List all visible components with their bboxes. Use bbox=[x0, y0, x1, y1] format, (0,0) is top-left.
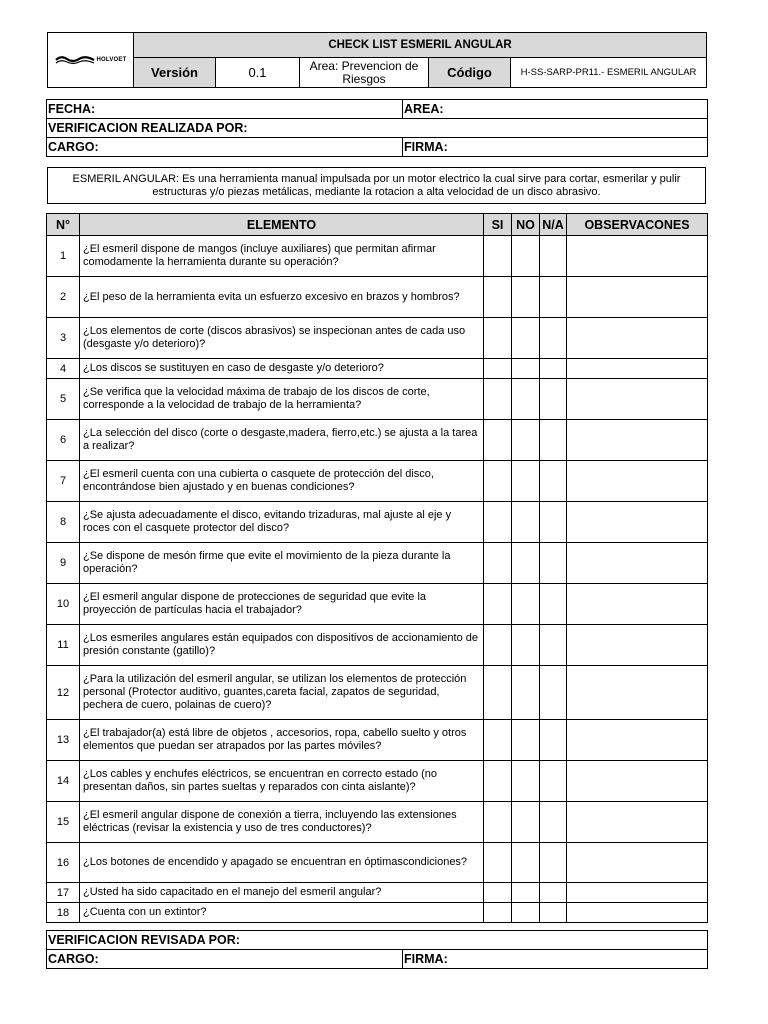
item-si-cell[interactable] bbox=[484, 625, 512, 666]
item-na-cell[interactable] bbox=[540, 277, 567, 318]
firma-field[interactable]: FIRMA: bbox=[403, 138, 708, 157]
item-no-cell[interactable] bbox=[512, 461, 540, 502]
checklist-row bbox=[47, 666, 708, 720]
item-number: 9 bbox=[47, 543, 80, 584]
item-number: 5 bbox=[47, 379, 80, 420]
version-label: Versión bbox=[134, 58, 216, 88]
checklist-row bbox=[47, 277, 708, 318]
checklist-row bbox=[47, 843, 708, 883]
checklist-row bbox=[47, 379, 708, 420]
checklist-row bbox=[47, 720, 708, 761]
checklist-row bbox=[47, 461, 708, 502]
item-question: ¿El esmeril cuenta con una cubierta o casquete de protección del disco, encontrándose bien ajustado y en buenas condiciones? bbox=[80, 461, 484, 502]
item-observaciones-cell[interactable] bbox=[567, 802, 708, 843]
item-question: ¿Los botones de encendido y apagado se encuentran en óptimascondiciones? bbox=[80, 843, 484, 883]
header-na: N/A bbox=[540, 214, 567, 236]
item-number: 4 bbox=[47, 359, 80, 379]
item-observaciones-cell[interactable] bbox=[567, 903, 708, 923]
item-observaciones-cell[interactable] bbox=[567, 236, 708, 277]
header-element: ELEMENTO bbox=[80, 214, 484, 236]
item-na-cell[interactable] bbox=[540, 543, 567, 584]
item-si-cell[interactable] bbox=[484, 903, 512, 923]
header-num: N° bbox=[47, 214, 80, 236]
item-observaciones-cell[interactable] bbox=[567, 318, 708, 359]
item-question: ¿El esmeril angular dispone de conexión a tierra, incluyendo las extensiones eléctricas (revisar la existencia y uso de tres conductores)? bbox=[80, 802, 484, 843]
checklist-row bbox=[47, 318, 708, 359]
checklist-table bbox=[46, 213, 708, 923]
item-number: 13 bbox=[47, 720, 80, 761]
tool-description bbox=[47, 167, 706, 204]
verificacion-realizada-field[interactable]: VERIFICACION REALIZADA POR: bbox=[47, 119, 708, 138]
version-value: 0.1 bbox=[216, 58, 300, 88]
item-na-cell[interactable] bbox=[540, 502, 567, 543]
item-si-cell[interactable] bbox=[484, 761, 512, 802]
header-observaciones: OBSERVACONES bbox=[567, 214, 708, 236]
item-si-cell[interactable] bbox=[484, 666, 512, 720]
item-observaciones-cell[interactable] bbox=[567, 720, 708, 761]
document-header bbox=[47, 32, 707, 88]
footer-cargo-field[interactable]: CARGO: bbox=[47, 950, 403, 969]
item-observaciones-cell[interactable] bbox=[567, 761, 708, 802]
company-logo bbox=[48, 54, 133, 66]
checklist-row bbox=[47, 236, 708, 277]
item-question: ¿Se dispone de mesón firme que evite el movimiento de la pieza durante la operación? bbox=[80, 543, 484, 584]
checklist-row bbox=[47, 883, 708, 903]
item-observaciones-cell[interactable] bbox=[567, 666, 708, 720]
item-na-cell[interactable] bbox=[540, 584, 567, 625]
item-number: 8 bbox=[47, 502, 80, 543]
item-observaciones-cell[interactable] bbox=[567, 502, 708, 543]
item-no-cell[interactable] bbox=[512, 420, 540, 461]
header-si: SI bbox=[484, 214, 512, 236]
item-observaciones-cell[interactable] bbox=[567, 843, 708, 883]
checklist-row bbox=[47, 802, 708, 843]
item-na-cell[interactable] bbox=[540, 666, 567, 720]
item-question: ¿El trabajador(a) está libre de objetos , accesorios, ropa, cabello suelto y otros elementos que puedan ser atrapados por las partes móviles? bbox=[80, 720, 484, 761]
item-observaciones-cell[interactable] bbox=[567, 584, 708, 625]
item-question: ¿Los elementos de corte (discos abrasivos) se inspecionan antes de cada uso (desgaste y/o deterioro)? bbox=[80, 318, 484, 359]
item-number: 10 bbox=[47, 584, 80, 625]
item-observaciones-cell[interactable] bbox=[567, 883, 708, 903]
item-no-cell[interactable] bbox=[512, 761, 540, 802]
item-question: ¿Se ajusta adecuadamente el disco, evitando trizaduras, mal ajuste al eje y roces con el casquete protector del disco? bbox=[80, 502, 484, 543]
item-na-cell[interactable] bbox=[540, 420, 567, 461]
fecha-field[interactable]: FECHA: bbox=[47, 100, 403, 119]
item-si-cell[interactable] bbox=[484, 318, 512, 359]
item-si-cell[interactable] bbox=[484, 843, 512, 883]
item-number: 2 bbox=[47, 277, 80, 318]
item-number: 3 bbox=[47, 318, 80, 359]
item-si-cell[interactable] bbox=[484, 359, 512, 379]
item-no-cell[interactable] bbox=[512, 843, 540, 883]
item-number: 16 bbox=[47, 843, 80, 883]
item-no-cell[interactable] bbox=[512, 903, 540, 923]
item-si-cell[interactable] bbox=[484, 502, 512, 543]
checklist-row bbox=[47, 761, 708, 802]
item-observaciones-cell[interactable] bbox=[567, 420, 708, 461]
item-question: ¿Los discos se sustituyen en caso de desgaste y/o deterioro? bbox=[80, 359, 484, 379]
verificacion-revisada-field[interactable]: VERIFICACION REVISADA POR: bbox=[47, 931, 708, 950]
tool-description-text: ESMERIL ANGULAR: Es una herramienta manual impulsada por un motor electrico la cual sirve para cortar, esmerilar y pulir estructuras y/o piezas metálicas, mediante la rotacion a alta velocidad de un disco abrasivo. bbox=[72, 173, 681, 198]
item-na-cell[interactable] bbox=[540, 359, 567, 379]
item-number: 11 bbox=[47, 625, 80, 666]
item-no-cell[interactable] bbox=[512, 277, 540, 318]
item-number: 1 bbox=[47, 236, 80, 277]
item-question: ¿El esmeril angular dispone de protecciones de seguridad que evite la proyección de partículas hacia el trabajador? bbox=[80, 584, 484, 625]
item-observaciones-cell[interactable] bbox=[567, 461, 708, 502]
item-na-cell[interactable] bbox=[540, 720, 567, 761]
item-si-cell[interactable] bbox=[484, 584, 512, 625]
item-na-cell[interactable] bbox=[540, 843, 567, 883]
area-text: Area: Prevencion de Riesgos bbox=[300, 58, 429, 88]
item-na-cell[interactable] bbox=[540, 461, 567, 502]
company-logo-cell bbox=[48, 33, 134, 88]
item-number: 7 bbox=[47, 461, 80, 502]
item-number: 12 bbox=[47, 666, 80, 720]
item-no-cell[interactable] bbox=[512, 379, 540, 420]
item-number: 14 bbox=[47, 761, 80, 802]
item-number: 18 bbox=[47, 903, 80, 923]
item-question: ¿Para la utilización del esmeril angular, se utilizan los elementos de protección personal (Protector auditivo, guantes,careta facial, zapatos de seguridad, pechera de cuero, polainas de cuero)? bbox=[80, 666, 484, 720]
item-number: 15 bbox=[47, 802, 80, 843]
item-na-cell[interactable] bbox=[540, 802, 567, 843]
item-no-cell[interactable] bbox=[512, 802, 540, 843]
item-no-cell[interactable] bbox=[512, 359, 540, 379]
item-na-cell[interactable] bbox=[540, 379, 567, 420]
checklist-row bbox=[47, 502, 708, 543]
checklist-row bbox=[47, 625, 708, 666]
logo-text: HOLVOET bbox=[96, 57, 127, 63]
item-question: ¿El peso de la herramienta evita un esfuerzo excesivo en brazos y hombros? bbox=[80, 277, 484, 318]
code-value: H-SS-SARP-PR11.- ESMERIL ANGULAR bbox=[511, 58, 707, 88]
item-si-cell[interactable] bbox=[484, 236, 512, 277]
item-no-cell[interactable] bbox=[512, 236, 540, 277]
item-number: 6 bbox=[47, 420, 80, 461]
logo-mark-icon bbox=[55, 54, 95, 66]
item-question: ¿El esmeril dispone de mangos (incluye auxiliares) que permitan afirmar comodamente la herramienta durante su operación? bbox=[80, 236, 484, 277]
item-si-cell[interactable] bbox=[484, 461, 512, 502]
item-question: ¿Los esmeriles angulares están equipados con dispositivos de accionamiento de presión constante (gatillo)? bbox=[80, 625, 484, 666]
item-question: ¿La selección del disco (corte o desgaste,madera, fierro,etc.) se ajusta a la tarea a realizar? bbox=[80, 420, 484, 461]
item-no-cell[interactable] bbox=[512, 625, 540, 666]
review-info bbox=[46, 930, 708, 969]
code-label: Código bbox=[429, 58, 511, 88]
item-question: ¿Se verifica que la velocidad máxima de trabajo de los discos de corte, corresponde a la velocidad de trabajo de la herramienta? bbox=[80, 379, 484, 420]
header-no: NO bbox=[512, 214, 540, 236]
item-si-cell[interactable] bbox=[484, 277, 512, 318]
item-na-cell[interactable] bbox=[540, 318, 567, 359]
document-title: CHECK LIST ESMERIL ANGULAR bbox=[134, 33, 707, 58]
item-observaciones-cell[interactable] bbox=[567, 359, 708, 379]
item-number: 17 bbox=[47, 883, 80, 903]
item-question: ¿Los cables y enchufes eléctricos, se encuentran en correcto estado (no presentan daños, sin partes sueltas y reparados con cinta aislante)? bbox=[80, 761, 484, 802]
item-no-cell[interactable] bbox=[512, 502, 540, 543]
item-si-cell[interactable] bbox=[484, 720, 512, 761]
checklist-row bbox=[47, 420, 708, 461]
footer-firma-field[interactable]: FIRMA: bbox=[403, 950, 708, 969]
item-observaciones-cell[interactable] bbox=[567, 277, 708, 318]
checklist-row bbox=[47, 359, 708, 379]
area-field[interactable]: AREA: bbox=[403, 100, 708, 119]
item-na-cell[interactable] bbox=[540, 625, 567, 666]
inspection-info bbox=[46, 99, 708, 157]
item-no-cell[interactable] bbox=[512, 720, 540, 761]
item-na-cell[interactable] bbox=[540, 761, 567, 802]
checklist-row bbox=[47, 543, 708, 584]
item-no-cell[interactable] bbox=[512, 883, 540, 903]
checklist-row bbox=[47, 584, 708, 625]
item-si-cell[interactable] bbox=[484, 379, 512, 420]
item-na-cell[interactable] bbox=[540, 236, 567, 277]
item-na-cell[interactable] bbox=[540, 903, 567, 923]
item-observaciones-cell[interactable] bbox=[567, 379, 708, 420]
item-no-cell[interactable] bbox=[512, 318, 540, 359]
item-question: ¿Cuenta con un extintor? bbox=[80, 903, 484, 923]
item-si-cell[interactable] bbox=[484, 420, 512, 461]
item-question: ¿Usted ha sido capacitado en el manejo del esmeril angular? bbox=[80, 883, 484, 903]
item-observaciones-cell[interactable] bbox=[567, 543, 708, 584]
item-si-cell[interactable] bbox=[484, 543, 512, 584]
item-si-cell[interactable] bbox=[484, 883, 512, 903]
item-no-cell[interactable] bbox=[512, 543, 540, 584]
item-no-cell[interactable] bbox=[512, 584, 540, 625]
item-no-cell[interactable] bbox=[512, 666, 540, 720]
cargo-field[interactable]: CARGO: bbox=[47, 138, 403, 157]
item-na-cell[interactable] bbox=[540, 883, 567, 903]
item-si-cell[interactable] bbox=[484, 802, 512, 843]
checklist-row bbox=[47, 903, 708, 923]
item-observaciones-cell[interactable] bbox=[567, 625, 708, 666]
